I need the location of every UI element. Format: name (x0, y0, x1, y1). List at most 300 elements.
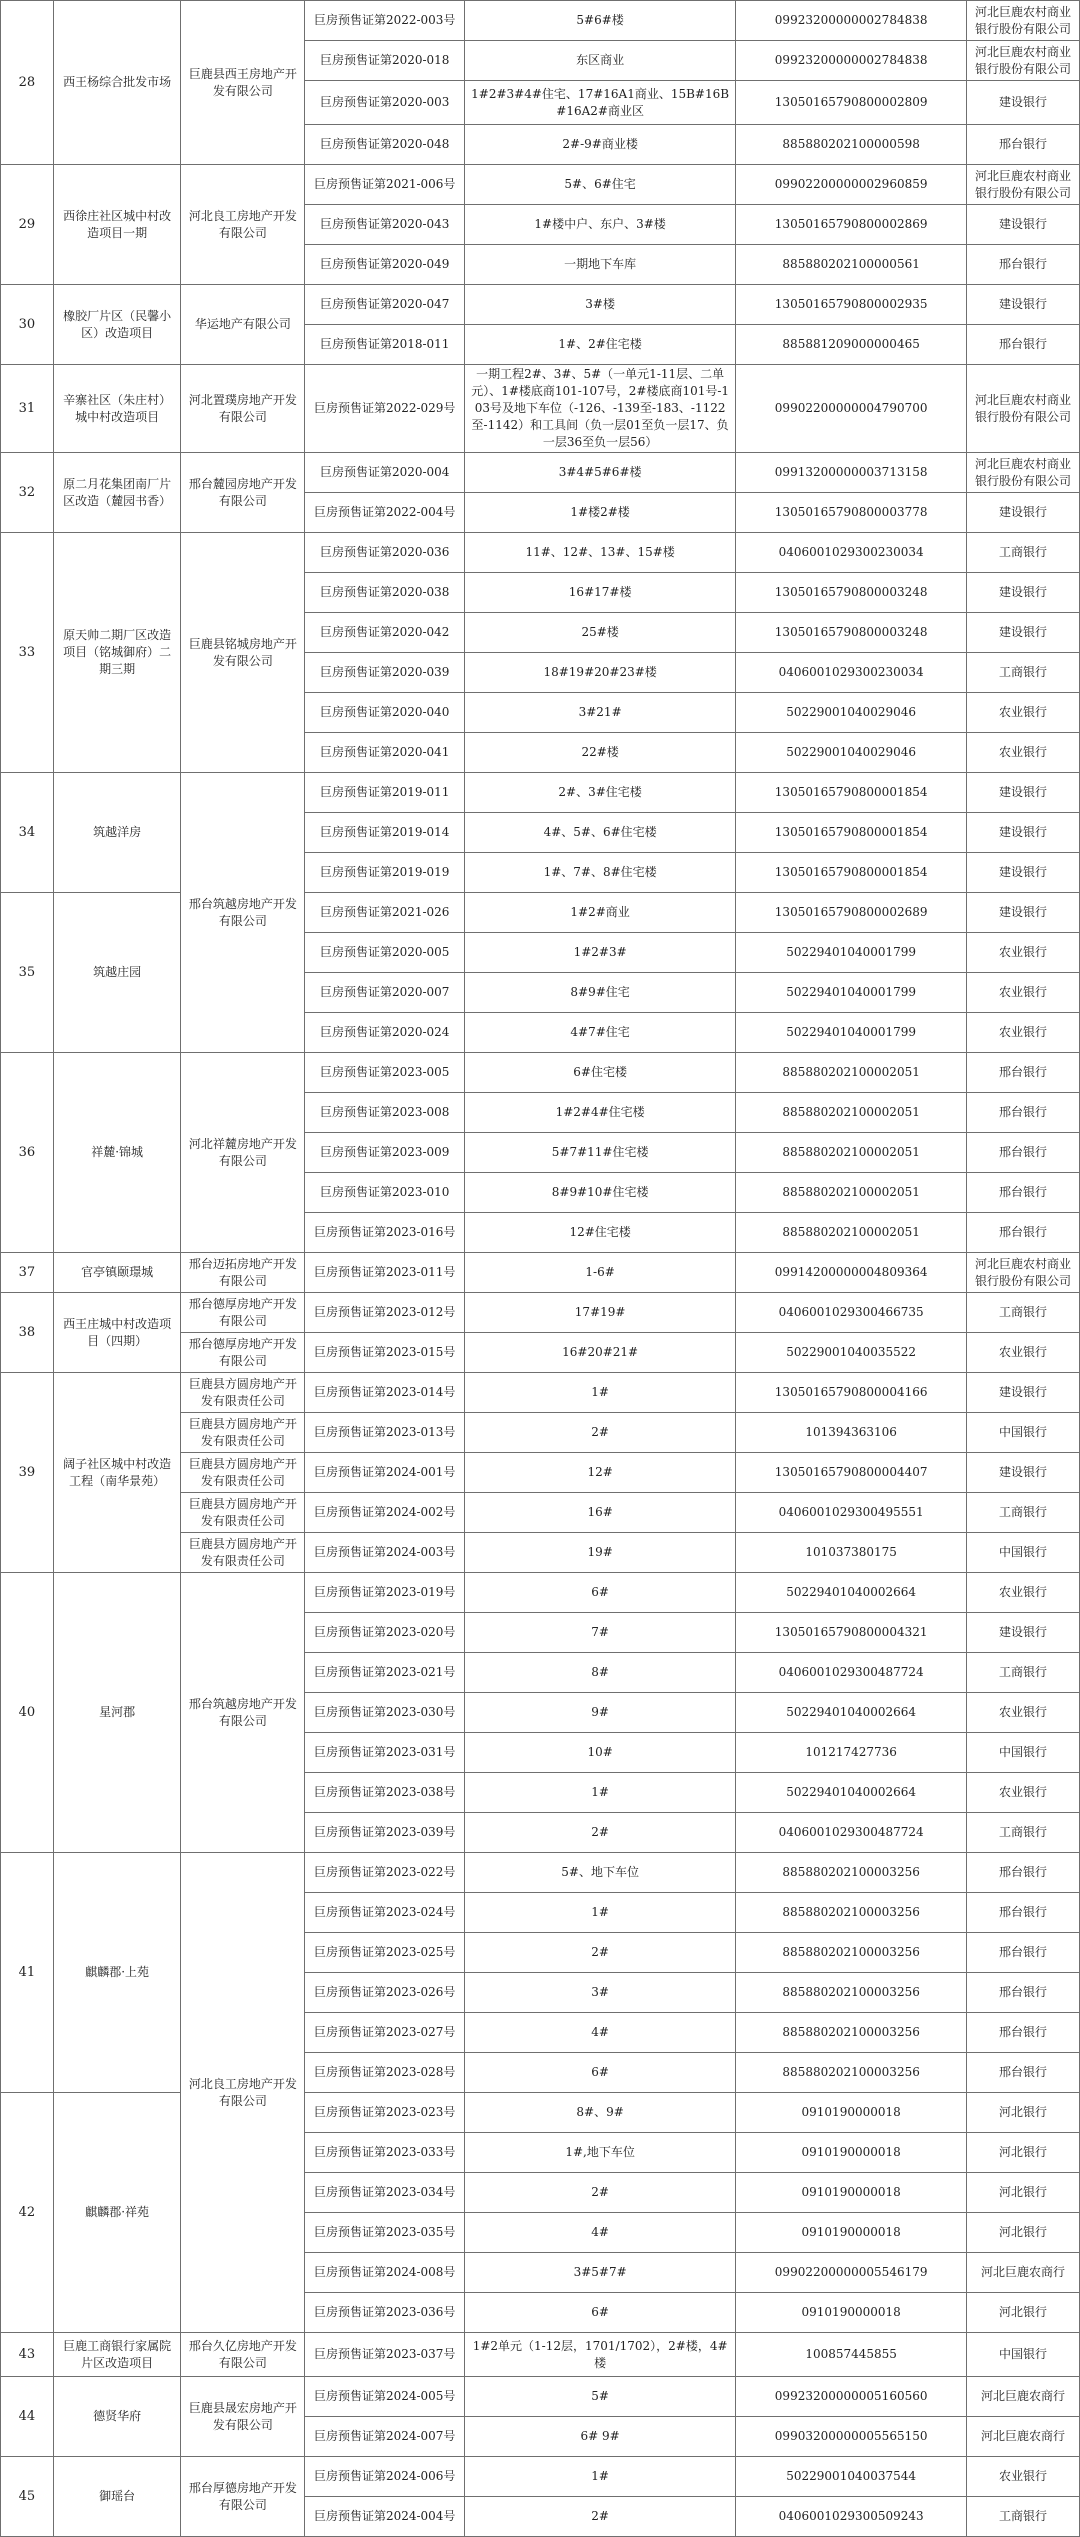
bank-name: 邢台银行 (967, 1133, 1080, 1173)
table-row (1, 2333, 1080, 2377)
bank-name: 邢台银行 (967, 2053, 1080, 2093)
supervision-account: 09902200000004790700 (736, 365, 967, 453)
bank-name: 中国银行 (967, 1533, 1080, 1573)
row-number: 39 (1, 1373, 54, 1573)
supervision-account: 885880202100000561 (736, 245, 967, 285)
developer-company: 邢台久亿房地产开发有限公司 (181, 2333, 305, 2377)
row-number: 44 (1, 2377, 54, 2457)
presale-certificate: 巨房预售证第2023-025号 (305, 1933, 465, 1973)
building-scope: 6# (464, 1573, 735, 1613)
presale-certificate: 巨房预售证第2023-011号 (305, 1253, 465, 1293)
bank-name: 河北银行 (967, 2213, 1080, 2253)
project-name: 德贤华府 (53, 2377, 181, 2457)
developer-company: 邢台筑越房地产开发有限公司 (181, 1573, 305, 1853)
building-scope: 6# (464, 2053, 735, 2093)
building-scope: 1# (464, 2457, 735, 2497)
supervision-account: 885880202100000598 (736, 125, 967, 165)
developer-company: 巨鹿县西王房地产开发有限公司 (181, 1, 305, 165)
presale-certificate: 巨房预售证第2023-038号 (305, 1773, 465, 1813)
supervision-account: 0910190000018 (736, 2293, 967, 2333)
bank-name: 农业银行 (967, 693, 1080, 733)
row-number: 28 (1, 1, 54, 165)
building-scope: 6#住宅楼 (464, 1053, 735, 1093)
building-scope: 一期地下车库 (464, 245, 735, 285)
presale-certificate: 巨房预售证第2020-043 (305, 205, 465, 245)
bank-name: 工商银行 (967, 1813, 1080, 1853)
supervision-account: 885880202100003256 (736, 2053, 967, 2093)
bank-name: 中国银行 (967, 1733, 1080, 1773)
supervision-account: 50229401040002664 (736, 1773, 967, 1813)
supervision-account: 13050165790800001854 (736, 773, 967, 813)
building-scope: 11#、12#、13#、15#楼 (464, 533, 735, 573)
table-row (1, 1853, 1080, 1893)
supervision-account: 885880202100002051 (736, 1173, 967, 1213)
presale-certificate: 巨房预售证第2023-028号 (305, 2053, 465, 2093)
bank-name: 河北巨鹿农村商业银行股份有限公司 (967, 165, 1080, 205)
building-scope: 12# (464, 1453, 735, 1493)
building-scope: 17#19# (464, 1293, 735, 1333)
project-name: 祥麓·锦城 (53, 1053, 181, 1253)
table-row (1, 1253, 1080, 1293)
table-row (1, 285, 1080, 325)
presale-certificate: 巨房预售证第2020-041 (305, 733, 465, 773)
building-scope: 1#2#商业 (464, 893, 735, 933)
presale-certificate: 巨房预售证第2023-031号 (305, 1733, 465, 1773)
building-scope: 6# 9# (464, 2417, 735, 2457)
presale-certificate: 巨房预售证第2023-024号 (305, 1893, 465, 1933)
developer-company: 邢台厚德房地产开发有限公司 (181, 2457, 305, 2537)
supervision-account: 50229401040002664 (736, 1693, 967, 1733)
supervision-account: 50229001040029046 (736, 733, 967, 773)
presale-certificate: 巨房预售证第2019-014 (305, 813, 465, 853)
building-scope: 1#楼中户、东户、3#楼 (464, 205, 735, 245)
supervision-account: 09923200000002784838 (736, 1, 967, 41)
presale-certificate: 巨房预售证第2023-027号 (305, 2013, 465, 2053)
supervision-account: 09914200000004809364 (736, 1253, 967, 1293)
bank-name: 邢台银行 (967, 1173, 1080, 1213)
building-scope: 8# (464, 1653, 735, 1693)
building-scope: 5#、地下车位 (464, 1853, 735, 1893)
supervision-account: 13050165790800002689 (736, 893, 967, 933)
supervision-account: 0406001029300487724 (736, 1653, 967, 1693)
building-scope: 19# (464, 1533, 735, 1573)
developer-company: 巨鹿县方圆房地产开发有限责任公司 (181, 1413, 305, 1453)
supervision-account: 0910190000018 (736, 2093, 967, 2133)
presale-certificate: 巨房预售证第2024-007号 (305, 2417, 465, 2457)
building-scope: 8#9#10#住宅楼 (464, 1173, 735, 1213)
bank-name: 河北银行 (967, 2093, 1080, 2133)
row-number: 45 (1, 2457, 54, 2537)
row-number: 36 (1, 1053, 54, 1253)
building-scope: 6# (464, 2293, 735, 2333)
bank-name: 邢台银行 (967, 325, 1080, 365)
building-scope: 1#2#4#住宅楼 (464, 1093, 735, 1133)
presale-certificate: 巨房预售证第2023-026号 (305, 1973, 465, 2013)
bank-name: 邢台银行 (967, 1933, 1080, 1973)
supervision-account: 09923200000002784838 (736, 41, 967, 81)
presale-certificate: 巨房预售证第2019-019 (305, 853, 465, 893)
supervision-account: 50229001040029046 (736, 693, 967, 733)
supervision-account: 0406001029300495551 (736, 1493, 967, 1533)
bank-name: 河北巨鹿农村商业银行股份有限公司 (967, 1253, 1080, 1293)
supervision-account: 09913200000003713158 (736, 453, 967, 493)
table-row (1, 893, 1080, 933)
developer-company: 河北置璞房地产开发有限公司 (181, 365, 305, 453)
bank-name: 建设银行 (967, 893, 1080, 933)
presale-certificate: 巨房预售证第2023-021号 (305, 1653, 465, 1693)
bank-name: 工商银行 (967, 1293, 1080, 1333)
presale-certificate: 巨房预售证第2023-033号 (305, 2133, 465, 2173)
supervision-account: 13050165790800003248 (736, 573, 967, 613)
bank-name: 河北巨鹿农商行 (967, 2417, 1080, 2457)
bank-name: 建设银行 (967, 1453, 1080, 1493)
bank-name: 邢台银行 (967, 1093, 1080, 1133)
bank-name: 邢台银行 (967, 1853, 1080, 1893)
row-number: 40 (1, 1573, 54, 1853)
row-number: 35 (1, 893, 54, 1053)
project-name: 巨鹿工商银行家属院片区改造项目 (53, 2333, 181, 2377)
bank-name: 河北巨鹿农村商业银行股份有限公司 (967, 365, 1080, 453)
building-scope: 5#7#11#住宅楼 (464, 1133, 735, 1173)
building-scope: 3#楼 (464, 285, 735, 325)
building-scope: 2# (464, 2497, 735, 2537)
supervision-account: 0910190000018 (736, 2133, 967, 2173)
project-name: 原天帅二期厂区改造项目（铭城御府）二期三期 (53, 533, 181, 773)
bank-name: 邢台银行 (967, 1973, 1080, 2013)
developer-company: 巨鹿县方圆房地产开发有限责任公司 (181, 1533, 305, 1573)
supervision-account: 101394363106 (736, 1413, 967, 1453)
developer-company: 巨鹿县方圆房地产开发有限责任公司 (181, 1493, 305, 1533)
project-name: 西王庄城中村改造项目（四期） (53, 1293, 181, 1373)
building-scope: 1#楼2#楼 (464, 493, 735, 533)
table-row (1, 453, 1080, 493)
presale-certificate: 巨房预售证第2018-011 (305, 325, 465, 365)
bank-name: 邢台银行 (967, 1893, 1080, 1933)
supervision-account: 0406001029300509243 (736, 2497, 967, 2537)
developer-company: 河北良工房地产开发有限公司 (181, 1853, 305, 2333)
developer-company: 河北良工房地产开发有限公司 (181, 165, 305, 285)
bank-name: 建设银行 (967, 81, 1080, 125)
project-name: 原二月花集团南厂片区改造（麓园书香） (53, 453, 181, 533)
supervision-account: 885880202100003256 (736, 1933, 967, 1973)
building-scope: 4#、5#、6#住宅楼 (464, 813, 735, 853)
presale-certificate: 巨房预售证第2023-039号 (305, 1813, 465, 1853)
supervision-account: 13050165790800003778 (736, 493, 967, 533)
building-scope: 4#7#住宅 (464, 1013, 735, 1053)
building-scope: 2#-9#商业楼 (464, 125, 735, 165)
row-number: 32 (1, 453, 54, 533)
supervision-account: 885880202100002051 (736, 1053, 967, 1093)
table-row (1, 533, 1080, 573)
presale-certificate: 巨房预售证第2020-039 (305, 653, 465, 693)
presale-certificate: 巨房预售证第2024-002号 (305, 1493, 465, 1533)
supervision-account: 0406001029300466735 (736, 1293, 967, 1333)
presale-certificate: 巨房预售证第2023-037号 (305, 2333, 465, 2377)
building-scope: 1#,地下车位 (464, 2133, 735, 2173)
supervision-account: 0910190000018 (736, 2213, 967, 2253)
bank-name: 河北巨鹿农村商业银行股份有限公司 (967, 453, 1080, 493)
building-scope: 2# (464, 1933, 735, 1973)
presale-certificate: 巨房预售证第2023-023号 (305, 2093, 465, 2133)
presale-certificate: 巨房预售证第2020-024 (305, 1013, 465, 1053)
building-scope: 1#、2#住宅楼 (464, 325, 735, 365)
bank-name: 邢台银行 (967, 2013, 1080, 2053)
bank-name: 农业银行 (967, 2457, 1080, 2497)
developer-company: 邢台德厚房地产开发有限公司 (181, 1333, 305, 1373)
developer-company: 华运地产有限公司 (181, 285, 305, 365)
building-scope: 5#、6#住宅 (464, 165, 735, 205)
presale-certificate: 巨房预售证第2020-036 (305, 533, 465, 573)
row-number: 37 (1, 1253, 54, 1293)
building-scope: 25#楼 (464, 613, 735, 653)
table-row (1, 165, 1080, 205)
presale-certificate: 巨房预售证第2024-005号 (305, 2377, 465, 2417)
project-name: 西徐庄社区城中村改造项目一期 (53, 165, 181, 285)
bank-name: 中国银行 (967, 2333, 1080, 2377)
presale-certificate: 巨房预售证第2023-012号 (305, 1293, 465, 1333)
supervision-account: 13050165790800003248 (736, 613, 967, 653)
bank-name: 邢台银行 (967, 1213, 1080, 1253)
supervision-account: 0406001029300230034 (736, 653, 967, 693)
presale-certificate: 巨房预售证第2020-007 (305, 973, 465, 1013)
supervision-account: 13050165790800004166 (736, 1373, 967, 1413)
bank-name: 建设银行 (967, 813, 1080, 853)
presale-certificate: 巨房预售证第2022-004号 (305, 493, 465, 533)
bank-name: 工商银行 (967, 2497, 1080, 2537)
supervision-account: 885880202100003256 (736, 2013, 967, 2053)
presale-certificate: 巨房预售证第2024-003号 (305, 1533, 465, 1573)
presale-certificate: 巨房预售证第2023-008 (305, 1093, 465, 1133)
supervision-account: 09902200000005546179 (736, 2253, 967, 2293)
building-scope: 5# (464, 2377, 735, 2417)
building-scope: 3# (464, 1973, 735, 2013)
presale-certificate: 巨房预售证第2020-049 (305, 245, 465, 285)
presale-certificate: 巨房预售证第2023-034号 (305, 2173, 465, 2213)
building-scope: 东区商业 (464, 41, 735, 81)
bank-name: 农业银行 (967, 1693, 1080, 1733)
building-scope: 16#20#21# (464, 1333, 735, 1373)
supervision-account: 09903200000005565150 (736, 2417, 967, 2457)
presale-certificate: 巨房预售证第2024-008号 (305, 2253, 465, 2293)
building-scope: 7# (464, 1613, 735, 1653)
table-row (1, 1, 1080, 41)
presale-certificate: 巨房预售证第2022-029号 (305, 365, 465, 453)
bank-name: 建设银行 (967, 1613, 1080, 1653)
developer-company: 巨鹿县铭城房地产开发有限公司 (181, 533, 305, 773)
bank-name: 建设银行 (967, 285, 1080, 325)
supervision-account: 0910190000018 (736, 2173, 967, 2213)
building-scope: 1# (464, 1373, 735, 1413)
row-number: 30 (1, 285, 54, 365)
bank-name: 农业银行 (967, 733, 1080, 773)
project-name: 阔子社区城中村改造工程（南华景苑） (53, 1373, 181, 1573)
bank-name: 建设银行 (967, 853, 1080, 893)
building-scope: 1#、7#、8#住宅楼 (464, 853, 735, 893)
supervision-account: 50229001040035522 (736, 1333, 967, 1373)
bank-name: 工商银行 (967, 533, 1080, 573)
bank-name: 农业银行 (967, 1013, 1080, 1053)
presale-certificate: 巨房预售证第2023-016号 (305, 1213, 465, 1253)
building-scope: 4# (464, 2013, 735, 2053)
supervision-account: 09902200000002960859 (736, 165, 967, 205)
row-number: 43 (1, 2333, 54, 2377)
presale-certificate: 巨房预售证第2023-030号 (305, 1693, 465, 1733)
supervision-account: 50229001040037544 (736, 2457, 967, 2497)
presale-certificate: 巨房预售证第2019-011 (305, 773, 465, 813)
row-number: 38 (1, 1293, 54, 1373)
bank-name: 河北巨鹿农商行 (967, 2377, 1080, 2417)
bank-name: 农业银行 (967, 1573, 1080, 1613)
bank-name: 工商银行 (967, 1493, 1080, 1533)
presale-certificate: 巨房预售证第2021-006号 (305, 165, 465, 205)
presale-certificate: 巨房预售证第2023-014号 (305, 1373, 465, 1413)
supervision-account: 13050165790800001854 (736, 853, 967, 893)
presale-certificate: 巨房预售证第2024-001号 (305, 1453, 465, 1493)
presale-certificate: 巨房预售证第2020-003 (305, 81, 465, 125)
row-number: 29 (1, 165, 54, 285)
bank-name: 建设银行 (967, 773, 1080, 813)
supervision-account: 101037380175 (736, 1533, 967, 1573)
presale-certificate: 巨房预售证第2020-005 (305, 933, 465, 973)
table-row (1, 1573, 1080, 1613)
bank-name: 河北银行 (967, 2293, 1080, 2333)
project-name: 麒麟郡·上苑 (53, 1853, 181, 2093)
bank-name: 河北巨鹿农村商业银行股份有限公司 (967, 1, 1080, 41)
supervision-account: 09923200000005160560 (736, 2377, 967, 2417)
presale-certificate: 巨房预售证第2023-015号 (305, 1333, 465, 1373)
building-scope: 8#、9# (464, 2093, 735, 2133)
supervision-account: 13050165790800004321 (736, 1613, 967, 1653)
table-row (1, 1053, 1080, 1093)
building-scope: 2# (464, 2173, 735, 2213)
supervision-account: 50229401040002664 (736, 1573, 967, 1613)
building-scope: 10# (464, 1733, 735, 1773)
presale-certificate: 巨房预售证第2023-022号 (305, 1853, 465, 1893)
project-name: 西王杨综合批发市场 (53, 1, 181, 165)
supervision-account: 50229401040001799 (736, 1013, 967, 1053)
supervision-account: 13050165790800004407 (736, 1453, 967, 1493)
building-scope: 2#、3#住宅楼 (464, 773, 735, 813)
supervision-account: 13050165790800002935 (736, 285, 967, 325)
presale-certificate: 巨房预售证第2024-004号 (305, 2497, 465, 2537)
project-name: 橡胶厂片区（民馨小区）改造项目 (53, 285, 181, 365)
developer-company: 巨鹿县方圆房地产开发有限责任公司 (181, 1373, 305, 1413)
building-scope: 1#2#3# (464, 933, 735, 973)
project-name: 筑越庄园 (53, 893, 181, 1053)
row-number: 31 (1, 365, 54, 453)
building-scope: 1# (464, 1773, 735, 1813)
building-scope: 2# (464, 1413, 735, 1453)
bank-name: 中国银行 (967, 1413, 1080, 1453)
building-scope: 8#9#住宅 (464, 973, 735, 1013)
supervision-account: 885880202100002051 (736, 1213, 967, 1253)
supervision-account: 0406001029300487724 (736, 1813, 967, 1853)
building-scope: 1#2单元（1-12层，1701/1702），2#楼，4#楼 (464, 2333, 735, 2377)
building-scope: 9# (464, 1693, 735, 1733)
presale-certificate: 巨房预售证第2023-036号 (305, 2293, 465, 2333)
developer-company: 巨鹿县方圆房地产开发有限责任公司 (181, 1453, 305, 1493)
presale-certificate: 巨房预售证第2020-004 (305, 453, 465, 493)
presale-certificate: 巨房预售证第2020-038 (305, 573, 465, 613)
table-row (1, 2457, 1080, 2497)
building-scope: 1-6# (464, 1253, 735, 1293)
supervision-account: 101217427736 (736, 1733, 967, 1773)
building-scope: 3#4#5#6#楼 (464, 453, 735, 493)
supervision-account: 50229401040001799 (736, 933, 967, 973)
presale-certificate: 巨房预售证第2020-047 (305, 285, 465, 325)
building-scope: 18#19#20#23#楼 (464, 653, 735, 693)
building-scope: 3#5#7# (464, 2253, 735, 2293)
building-scope: 5#6#楼 (464, 1, 735, 41)
building-scope: 1#2#3#4#住宅、17#16A1商业、15B#16B#16A2#商业区 (464, 81, 735, 125)
table-row (1, 365, 1080, 453)
bank-name: 农业银行 (967, 1333, 1080, 1373)
building-scope: 22#楼 (464, 733, 735, 773)
row-number: 34 (1, 773, 54, 893)
developer-company: 巨鹿县晟宏房地产开发有限公司 (181, 2377, 305, 2457)
bank-name: 农业银行 (967, 933, 1080, 973)
table-row (1, 773, 1080, 813)
building-scope: 一期工程2#、3#、5#（一单元1-11层、二单元）、1#楼底商101-107号，2#楼底商101号-103号及地下车位（-126、-139至-183、-1122至-1142）和工具间（负一层01至负一层17、负一层36至负一层56） (464, 365, 735, 453)
presale-certificate: 巨房预售证第2023-019号 (305, 1573, 465, 1613)
table-row (1, 1373, 1080, 1413)
bank-name: 邢台银行 (967, 125, 1080, 165)
building-scope: 4# (464, 2213, 735, 2253)
bank-name: 农业银行 (967, 973, 1080, 1013)
developer-company: 邢台迈拓房地产开发有限公司 (181, 1253, 305, 1293)
bank-name: 建设银行 (967, 205, 1080, 245)
supervision-account: 885880202100002051 (736, 1093, 967, 1133)
bank-name: 河北银行 (967, 2173, 1080, 2213)
building-scope: 16# (464, 1493, 735, 1533)
project-name: 麒麟郡·祥苑 (53, 2093, 181, 2333)
bank-name: 河北巨鹿农村商业银行股份有限公司 (967, 41, 1080, 81)
row-number: 33 (1, 533, 54, 773)
project-name: 辛寨社区（朱庄村）城中村改造项目 (53, 365, 181, 453)
presale-certificate: 巨房预售证第2020-048 (305, 125, 465, 165)
presale-certificate: 巨房预售证第2023-010 (305, 1173, 465, 1213)
presale-certificate: 巨房预售证第2024-006号 (305, 2457, 465, 2497)
supervision-account: 885880202100003256 (736, 1893, 967, 1933)
presale-certificate: 巨房预售证第2023-020号 (305, 1613, 465, 1653)
developer-company: 邢台德厚房地产开发有限公司 (181, 1293, 305, 1333)
bank-name: 邢台银行 (967, 245, 1080, 285)
presale-certificate: 巨房预售证第2020-018 (305, 41, 465, 81)
developer-company: 河北祥麓房地产开发有限公司 (181, 1053, 305, 1253)
bank-name: 建设银行 (967, 573, 1080, 613)
presale-certificate: 巨房预售证第2023-035号 (305, 2213, 465, 2253)
supervision-account: 885880202100002051 (736, 1133, 967, 1173)
bank-name: 河北银行 (967, 2133, 1080, 2173)
project-name: 星河郡 (53, 1573, 181, 1853)
row-number: 42 (1, 2093, 54, 2333)
bank-name: 建设银行 (967, 1373, 1080, 1413)
supervision-account: 13050165790800002809 (736, 81, 967, 125)
bank-name: 工商银行 (967, 653, 1080, 693)
bank-name: 邢台银行 (967, 1053, 1080, 1093)
table-row (1, 2093, 1080, 2133)
presale-certificate: 巨房预售证第2020-040 (305, 693, 465, 733)
project-name: 御瑶台 (53, 2457, 181, 2537)
presale-certificate: 巨房预售证第2022-003号 (305, 1, 465, 41)
bank-name: 农业银行 (967, 1773, 1080, 1813)
table-row (1, 1293, 1080, 1333)
presale-certificate: 巨房预售证第2023-009 (305, 1133, 465, 1173)
supervision-account: 885881209000000465 (736, 325, 967, 365)
supervision-account: 100857445855 (736, 2333, 967, 2377)
developer-company: 邢台筑越房地产开发有限公司 (181, 773, 305, 1053)
bank-name: 河北巨鹿农商行 (967, 2253, 1080, 2293)
